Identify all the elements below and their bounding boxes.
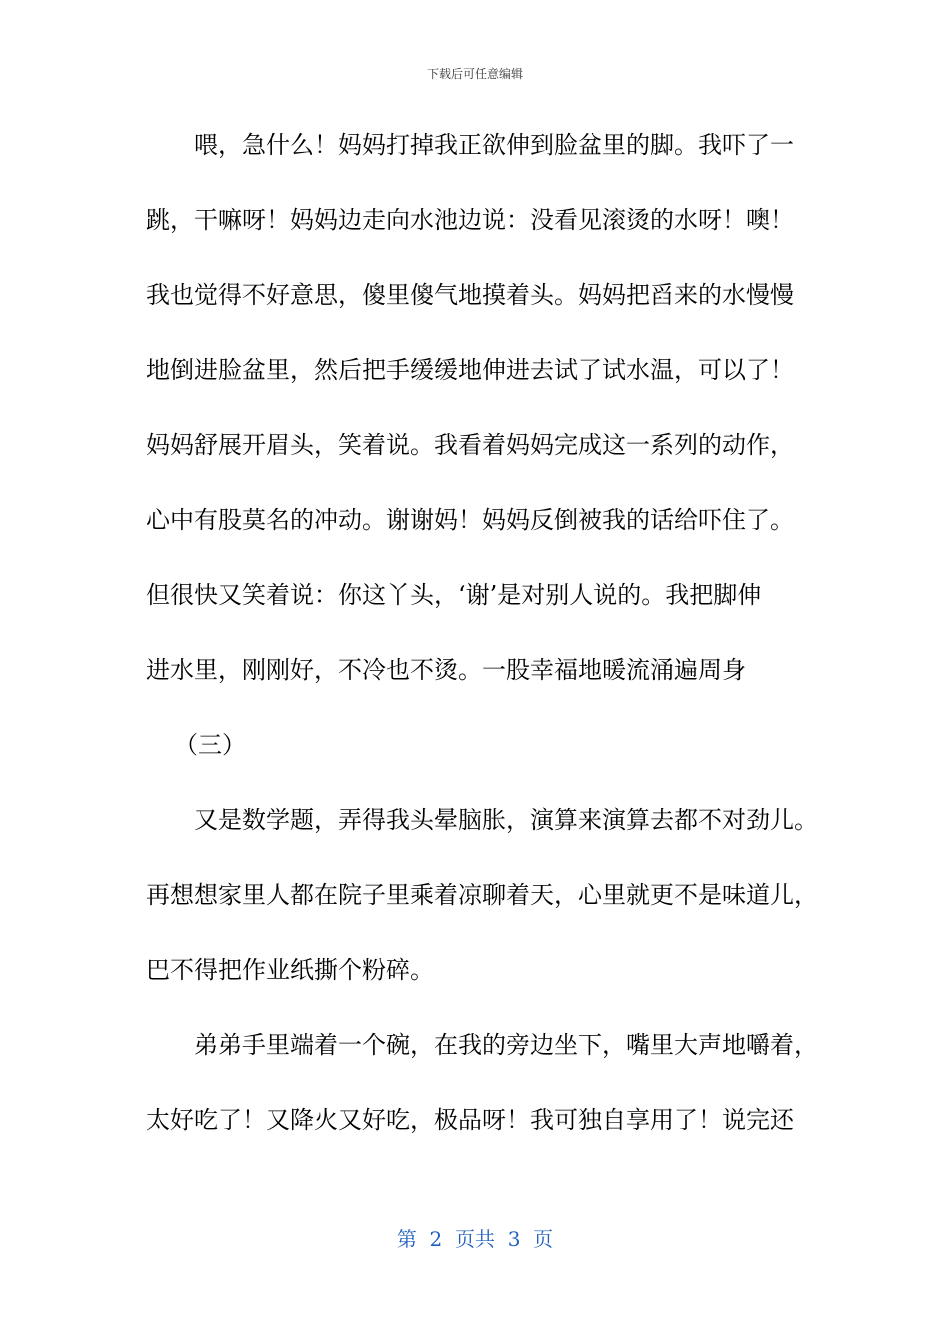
text-line: 喂，急什么！妈妈打掉我正欲伸到脸盆里的脚。我吓了一 <box>194 131 794 159</box>
text-line: 地倒进脸盆里，然后把手缓缓地伸进去试了试水温，可以了！ <box>146 356 794 384</box>
text-line: 进水里，刚刚好，不冷也不烫。一股幸福地暖流涌遍周身 <box>146 656 746 684</box>
text-line: 又是数学题，弄得我头晕脑胀，演算来演算去都不对劲儿。 <box>194 806 818 834</box>
text-line: 心中有股莫名的冲动。谢谢妈！妈妈反倒被我的话给吓住了。 <box>146 506 794 534</box>
text-line: 跳，干嘛呀！妈妈边走向水池边说：没看见滚烫的水呀！噢！ <box>146 206 794 234</box>
text-line: 妈妈舒展开眉头，笑着说。我看着妈妈完成这一系列的动作， <box>146 431 794 459</box>
page-header: 下载后可任意编辑 <box>426 67 523 81</box>
text-line: 巴不得把作业纸撕个粉碎。 <box>146 956 434 984</box>
text-line: 弟弟手里端着一个碗，在我的旁边坐下，嘴里大声地嚼着， <box>194 1031 818 1059</box>
page-footer: 第 2 页共 3 页 <box>396 1227 554 1251</box>
text-line: 太好吃了！又降火又好吃，极品呀！我可独自享用了！说完还 <box>146 1106 794 1134</box>
text-line: 再想想家里人都在院子里乘着凉聊着天，心里就更不是味道儿， <box>146 881 818 909</box>
section-heading: （三） <box>174 731 246 759</box>
text-line: 但很快又笑着说：你这丫头，‘谢’是对别人说的。我把脚伸 <box>146 581 762 609</box>
text-line: 我也觉得不好意思，傻里傻气地摸着头。妈妈把舀来的水慢慢 <box>146 281 794 309</box>
